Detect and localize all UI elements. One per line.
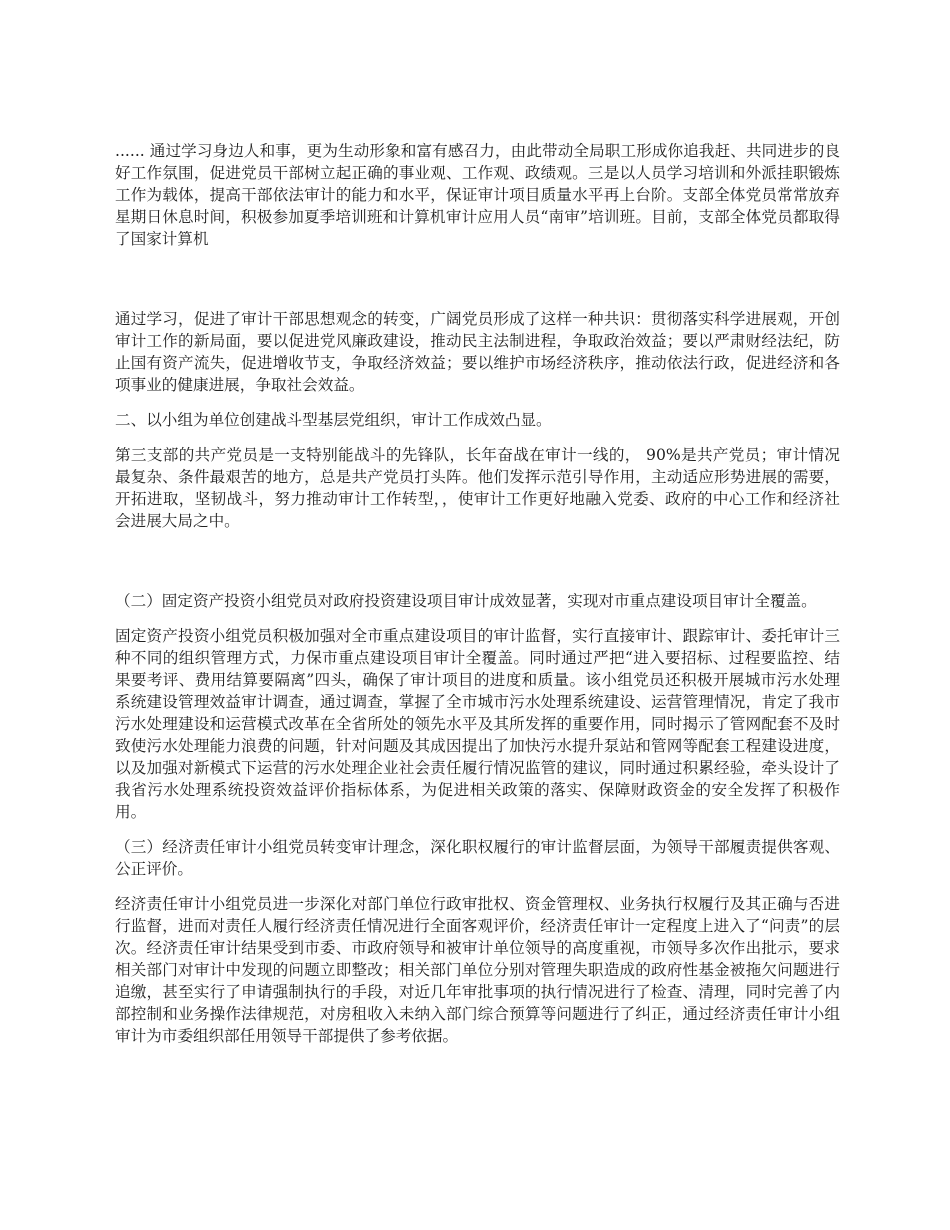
paragraph-5: 经济责任审计小组党员进一步深化对部门单位行政审批权、资金管理权、业务执行权履行及其正确与否进行监督，进而对责任人履行经济责任情况进行全面客观评价，经济责任审计一定程度上进入了“问责”的层次。经济责任审计结果受到市委、市政府领导和被审计单位领导的高度重视，市领导多次作出批示，要求相关部门对审计中发现的问题立即整改；相关部门单位分别对管理失职造成的政府性基金被拖欠问题进行追缴，甚至实行了申请强制执行的手段，对近几年审批事项的执行情况进行了检查、清理，同时完善了内部控制和业务操作法律规范，对房租收入未纳入部门综合预算等问题进行了纠正，通过经济责任审计小组审计为市委组织部任用领导干部提供了参考依据。 bbox=[115, 895, 840, 1045]
paragraph-4: 固定资产投资小组党员积极加强对全市重点建设项目的审计监督，实行直接审计、跟踪审计、委托审计三种不同的组织管理方式，力保市重点建设项目审计全覆盖。同时通过严把“进入要招标、过程要监控、结果要考评、费用结算要隔离”四头，确保了审计项目的进度和质量。该小组党员还积极开展城市污水处理系统建设管理效益审计调查，通过调查，掌握了全市城市污水处理系统建设、运营管理情况，肯定了我市污水处理建设和运营模式改革在全省所处的领先水平及其所发挥的重要作用，同时揭示了管网配套不及时致使污水处理能力浪费的问题，针对问题及其成因提出了加快污水提升泵站和管网等配套工程建设进度，以及加强对新模式下运营的污水处理企业社会责任履行情况监管的建议，同时通过积累经验，牵头设计了我省污水处理系统投资效益评价指标体系，为促进相关政策的落实、保障财政资金的安全发挥了积极作用。 bbox=[115, 627, 840, 821]
paragraph-1: ...... 通过学习身边人和事，更为生动形象和富有感召力，由此带动全局职工形成你追我赶、共同进步的良好工作氛围，促进党员干部树立起正确的事业观、工作观、政绩观。三是以人员学习培训和外派挂职锻炼工作为载体，提高干部依法审计的能力和水平，保证审计项目质量水平再上台阶。支部全体党员常常放弃星期日休息时间，积极参加夏季培训班和计算机审计应用人员“南审”培训班。目前，支部全体党员都取得了国家计算机 bbox=[115, 142, 840, 248]
subsection-heading-3: （三）经济责任审计小组党员转变审计理念，深化职权履行的审计监督层面，为领导干部履责提供客观、公正评价。 bbox=[115, 838, 840, 878]
paragraph-3: 第三支部的共产党员是一支特别能战斗的先锋队，长年奋战在审计一线的， 90%是共产党员；审计情况最复杂、条件最艰苦的地方，总是共产党员打头阵。他们发挥示范引导作用，主动适应形势进展的需要，开拓进取，坚韧战斗，努力推动审计工作转型，，使审计工作更好地融入党委、政府的中心工作和经济社会进展大局之中。 bbox=[115, 446, 840, 530]
document-body bbox=[115, 140, 840, 1060]
section-heading-2: 二、以小组为单位创建战斗型基层党组织，审计工作成效凸显。 bbox=[115, 411, 552, 429]
subsection-heading-2: （二）固定资产投资小组党员对政府投资建设项目审计成效显著，实现对市重点建设项目审计全覆盖。 bbox=[115, 592, 817, 610]
paragraph-2: 通过学习，促进了审计干部思想观念的转变，广阔党员形成了这样一种共识：贯彻落实科学进展观，开创审计工作的新局面，要以促进党风廉政建设，推动民主法制进程，争取政治效益；要以严肃财经法纪，防止国有资产流失，促进增收节支，争取经济效益；要以维护市场经济秩序，推动依法行政，促进经济和各项事业的健康进展，争取社会效益。 bbox=[115, 310, 840, 394]
